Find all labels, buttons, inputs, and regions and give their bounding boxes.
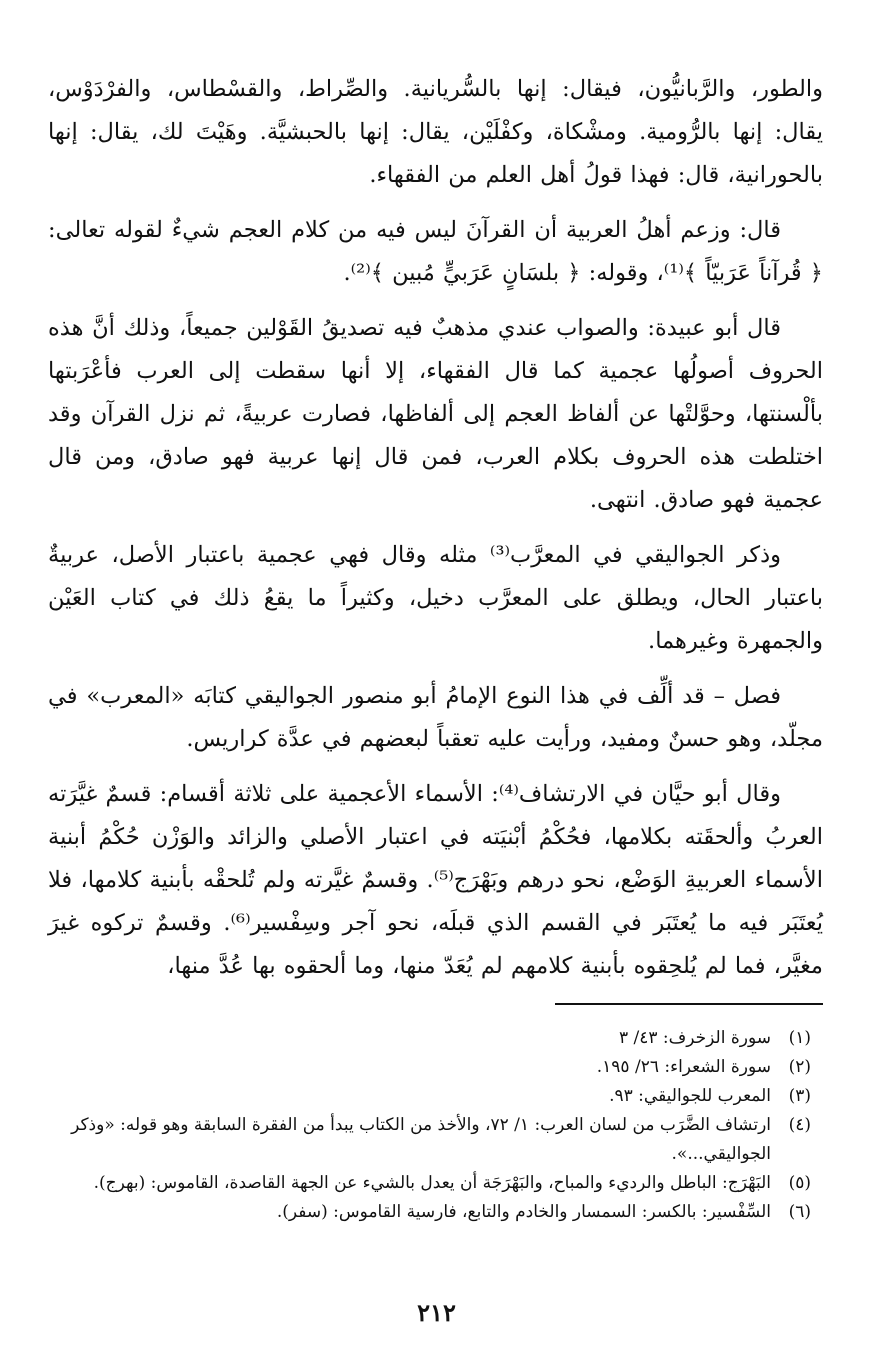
footnote-text: السِّفْسير: بالكسر: السمسار والخادم والتابع، فارسية القاموس: (سفر). (276, 1202, 771, 1222)
paragraph-6: وقال أبو حيَّان في الارتشاف⁽⁴⁾: الأسماء الأعجمية على ثلاثة أقسام: قسمٌ غيَّرَته العربُ وألحقَته بكلامها، فحُكْمُ أبْنيَته في اعتبار الأصلي والزائد والوَزْن حُكْمُ أبنية الأسماء العربيةِ الوَضْع، نحو درهم وبَهْرَج⁽⁵⁾. وقسمٌ غيَّرته ولم تُلحقْه بأبنية كلامها، فلا يُعتَبَر فيه ما يُعتَبَر في القسم الذي قبلَه، نحو آجر وسِفْسير⁽⁶⁾. وقسمٌ تركوه غيرَ مغيَّر، فما لم يُلحِقوه بأبنية كلامهم لم يُعَدّ منها، وما ألحقوه بها عُدَّ منها، (48, 781, 823, 979)
footnote-6 (48, 1198, 811, 1227)
page-number: ٢١٢ (417, 1298, 456, 1327)
page-body (48, 68, 823, 1000)
footnote-text: ارتشاف الضَّرَب من لسان العرب: ١/ ٧٢، والأخذ من الكتاب يبدأ من الفقرة السابقة وهو قوله: «وذكر الجواليقي...». (71, 1115, 771, 1164)
paragraph-5: فصل – قد ألِّف في هذا النوع الإمامُ أبو منصور الجواليقي كتابَه «المعرب» في مجلّد، وهو حسنٌ ومفيد، ورأيت عليه تعقباً لبعضهم في عدَّة كراريس. (48, 683, 823, 752)
footnote-5 (48, 1169, 811, 1198)
footnote-separator (555, 1003, 823, 1005)
footnote-text: سورة الزخرف: ٤٣/ ٣ (618, 1028, 771, 1048)
footnote-2 (48, 1053, 811, 1082)
footnote-text: المعرب للجواليقي: ٩٣. (609, 1086, 771, 1106)
footnotes (48, 1024, 811, 1227)
paragraph-1: والطور، والرَّبانيُّون، فيقال: إنها بالسُّريانية. والصِّراط، والقسْطاس، والفرْدَوْس، يقال: إنها بالرُّومية. ومشْكاة، وكفْلَيْن، يقال: إنها بالحبشيَّة. وهَيْتَ لك، يقال: إنها بالحورانية، قال: فهذا قولُ أهل العلم من الفقهاء. (48, 76, 823, 188)
footnote-text: البَهْرَج: الباطل والرديء والمباح، والبَهْرَجَة أن يعدل بالشيء عن الجهة القاصدة، القاموس: (بهرج). (93, 1173, 771, 1193)
footnote-number: (٢) (788, 1057, 811, 1077)
footnote-text: سورة الشعراء: ٢٦/ ١٩٥. (596, 1057, 771, 1077)
footnote-4 (48, 1111, 811, 1169)
footnote-1 (48, 1024, 811, 1053)
paragraph-3: قال أبو عبيدة: والصواب عندي مذهبٌ فيه تصديقُ القَوْلين جميعاً، وذلك أنَّ هذه الحروف أصولُها عجمية كما قال الفقهاء، إلا أنها سقطت إلى العرب فأعْرَبتها بألْسنتها، وحوَّلتْها عن ألفاظ العجم إلى ألفاظها، فصارت عربيةً، ثم نزل القرآن وقد اختلطت هذه الحروف بكلام العرب، فمن قال إنها عربية فهو صادق، ومن قال عجمية فهو صادق. انتهى. (48, 315, 823, 513)
footnote-number: (٦) (788, 1202, 811, 1222)
paragraph-4: وذكر الجواليقي في المعرَّب⁽³⁾ مثله وقال فهي عجمية باعتبار الأصل، عربيةٌ باعتبار الحال، ويطلق على المعرَّب دخيل، وكثيراً ما يقعُ ذلك في كتاب العَيْن والجمهرة وغيرهما. (48, 542, 823, 654)
footnote-number: (٥) (788, 1173, 811, 1193)
footnote-number: (٤) (788, 1115, 811, 1135)
paragraph-2: قال: وزعم أهلُ العربية أن القرآنَ ليس فيه من كلام العجم شيءٌ لقوله تعالى: ﴿ قُرآناً عَرَبيّاً ﴾⁽¹⁾، وقوله: ﴿ بلسَانٍ عَرَبيٍّ مُبين ﴾⁽²⁾. (48, 217, 823, 286)
footnote-number: (١) (788, 1028, 811, 1048)
footnote-number: (٣) (788, 1086, 811, 1106)
footnote-3 (48, 1082, 811, 1111)
